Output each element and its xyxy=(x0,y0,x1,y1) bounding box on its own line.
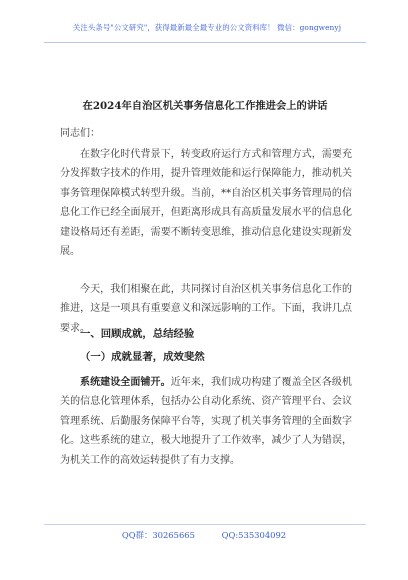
document-title: 在2024年自治区机关事务信息化工作推进会上的讲话 xyxy=(82,100,328,112)
paragraph-3-text: 近年来，我们成功构建了覆盖全区各级机关的信息化管理体系，包括办公自动化系统、资产管理平台、会议管理系统、后勤服务保障平台等，实现了机关事务管理的全面数字化。这些系统的建立，极大地提升了工作效率，减少了人为错误，为机关工作的高效运转提供了有力支撑。 xyxy=(60,377,353,466)
section-heading: 一、回顾成就，总结经验 xyxy=(80,328,195,340)
header-banner: 关注头条号"公文研究"，获得最新最全最专业的公文资料库！ 微信：gongwenyj xyxy=(72,23,342,32)
paragraph-1: 在数字化时代背景下，转变政府运行方式和管理方式，需要充分发挥数字技术的作用，提升管理效能和运行保障能力，推动机关事务管理保障模式转型升级。当前，**自治区机关事务管理局的信息化工作已经全面展开，但距离形成具有高质量发展水平的信息化建设格局还有差距，需要不断转变思维，推动信息化建设实现新发展。 xyxy=(60,149,352,258)
footer-qq: QQ:535304092 xyxy=(221,530,287,540)
paragraph-2: 今天，我们相聚在此，共同探讨自治区机关事务信息化工作的推进，这是一项具有重要意义和深远影响的工作。下面，我讲几点要求。 xyxy=(60,284,352,334)
subsection-heading: （一）成就显著，成效斐然 xyxy=(80,351,205,363)
header-divider xyxy=(44,42,366,43)
footer-qq-group: QQ群：30265665 xyxy=(121,530,195,540)
greeting: 同志们： xyxy=(60,128,100,139)
paragraph-3-lead: 系统建设全面铺开。 xyxy=(80,377,171,388)
paragraph-3 xyxy=(60,373,352,470)
footer xyxy=(0,529,408,541)
footer-divider xyxy=(44,524,366,525)
